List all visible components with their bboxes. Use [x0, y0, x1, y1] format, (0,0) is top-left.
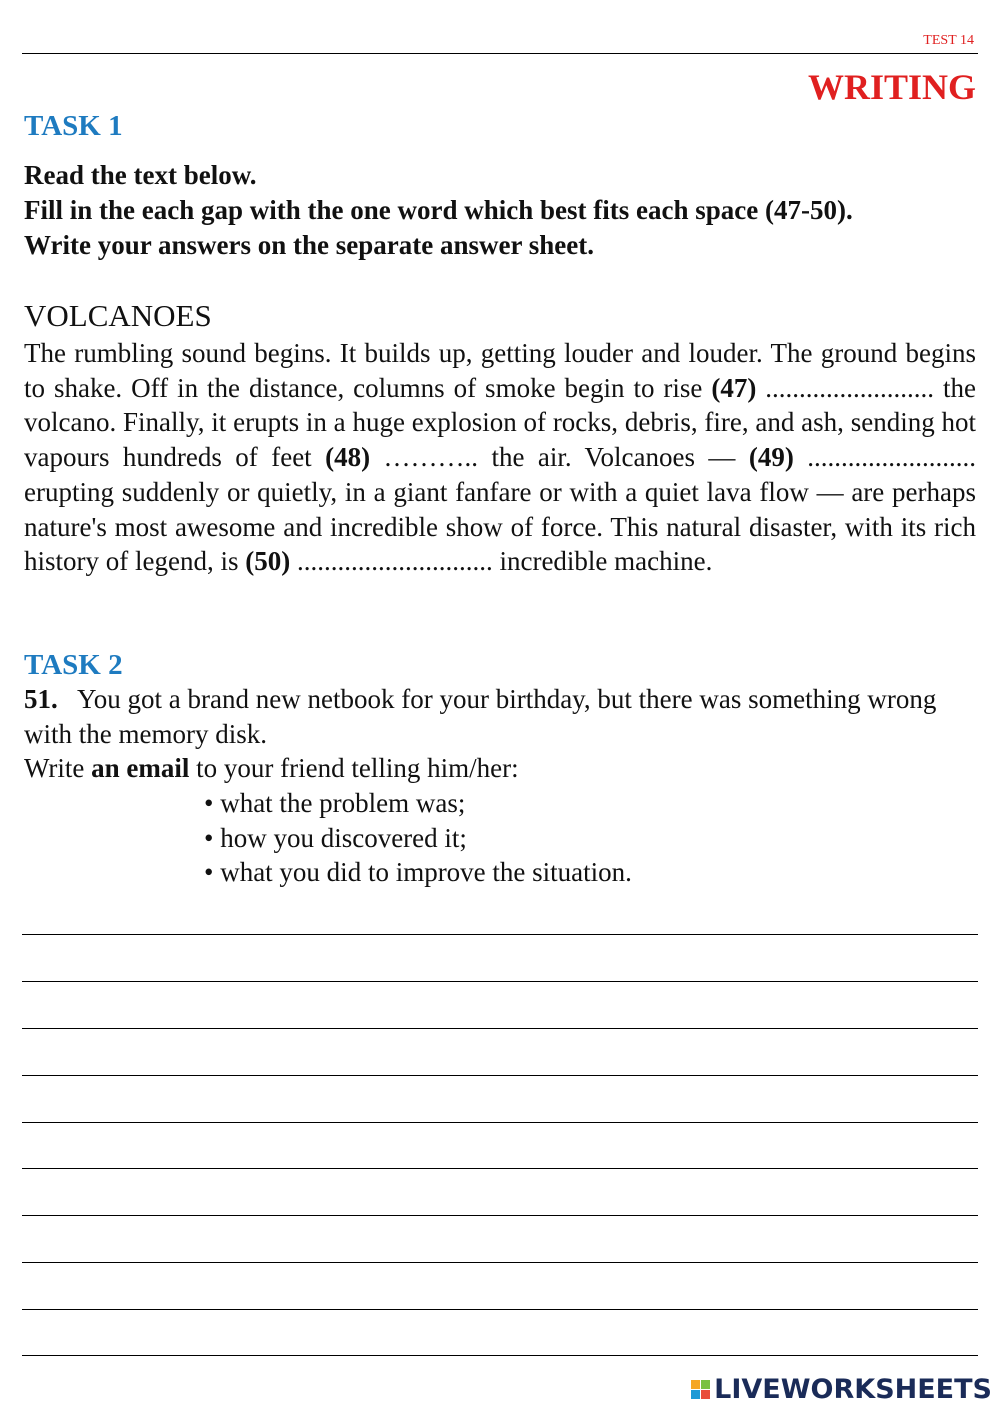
answer-line[interactable]: [22, 1309, 978, 1310]
answer-line[interactable]: [22, 1168, 978, 1169]
question-text: You got a brand new netbook for your birthday, but there was something wrong with the memory disk.: [24, 684, 937, 749]
gap-49-label: (49): [748, 442, 794, 473]
gap-50-label: (50): [245, 546, 291, 577]
logo-grid-icon: [691, 1380, 710, 1399]
passage-segment: ……….. the air. Volcanoes —: [370, 442, 749, 473]
passage-title: VOLCANOES: [24, 298, 212, 333]
task-2-heading: TASK 2: [24, 649, 123, 681]
write-instruction-text: Write: [24, 753, 92, 784]
header-divider: [22, 53, 978, 54]
task-1-instructions: [24, 158, 979, 263]
task-1-heading: TASK 1: [24, 110, 123, 142]
answer-line[interactable]: [22, 1262, 978, 1263]
prompt-question: [24, 682, 979, 751]
passage-segment: ............................. incredible machine.: [290, 546, 713, 577]
answer-line[interactable]: [22, 1215, 978, 1216]
instruction-line: Fill in the each gap with the one word which best fits each space (47-50).: [24, 195, 853, 225]
bullet-item: • how you discovered it;: [204, 822, 467, 853]
logo-text: LIVEWORKSHEETS: [714, 1374, 992, 1405]
task-2-bullet-list: [204, 786, 632, 890]
write-instruction-text: to your friend telling him/her:: [189, 753, 519, 784]
answer-line[interactable]: [22, 1355, 978, 1356]
passage-segment: The rumbling sound begins. It builds up, getting louder and louder. The ground begins to shake. Off in the distance, columns of smoke begin to rise: [24, 338, 976, 403]
question-number: 51.: [24, 684, 58, 714]
section-title: WRITING: [807, 67, 976, 107]
gap-48-label: (48): [325, 442, 371, 473]
task-2-prompt: [24, 682, 979, 786]
answer-line[interactable]: [22, 1028, 978, 1029]
instruction-line: Write your answers on the separate answer sheet.: [24, 230, 594, 260]
answer-line[interactable]: [22, 1122, 978, 1123]
passage-segment: ......................... erupting suddenly or quietly, in a giant fanfare or with a quiet lava flow — are perhaps nature's most awesome and incredible show of force. This natural disaster, with its rich history of legend, is: [24, 442, 976, 577]
passage-text: [24, 336, 976, 579]
bullet-item: • what the problem was;: [204, 788, 466, 818]
write-instruction-emphasis: an email: [91, 753, 190, 784]
instruction-line: Read the text below.: [24, 160, 257, 190]
answer-line[interactable]: [22, 934, 978, 935]
gap-47-label: (47): [711, 372, 757, 403]
write-instruction: [24, 751, 979, 786]
test-number-label: TEST 14: [923, 33, 974, 48]
bullet-item: • what you did to improve the situation.: [204, 857, 632, 888]
answer-line[interactable]: [22, 1075, 978, 1076]
answer-line[interactable]: [22, 981, 978, 982]
passage-segment: ......................... the volcano. Finally, it erupts in a huge explosion of rocks, debris, fire, and ash, sending hot vapours hundreds of feet: [24, 372, 976, 473]
liveworksheets-logo[interactable]: [691, 1374, 992, 1405]
